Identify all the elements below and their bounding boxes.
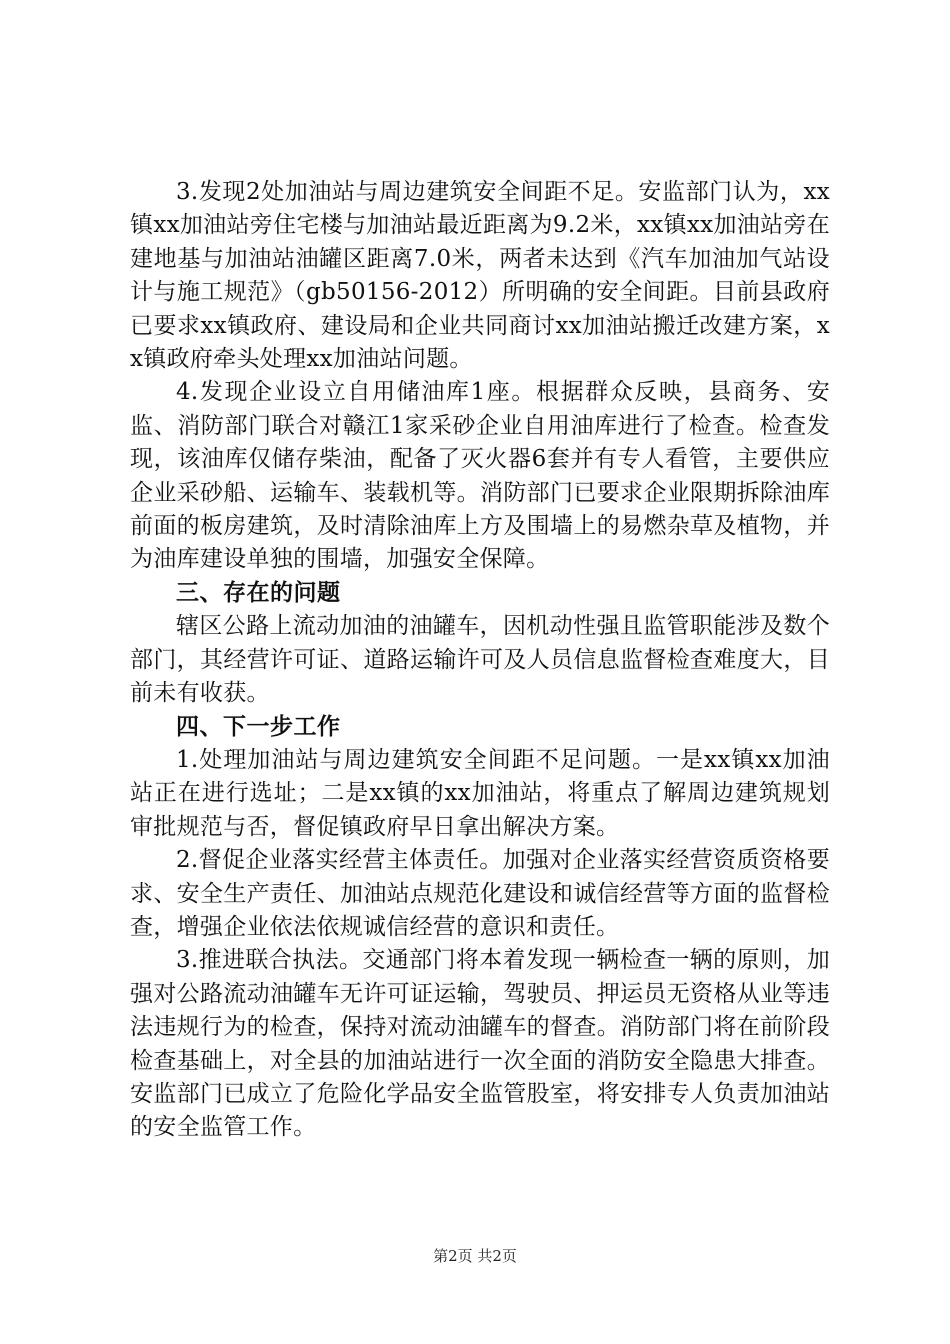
paragraph-next-step-1: 1.处理加油站与周边建筑安全间距不足问题。一是xx镇xx加油站正在进行选址；二是xx镇的xx加油站，将重点了解周边建筑规划审批规范与否，督促镇政府早日拿出解决方案。 — [130, 746, 830, 840]
paragraph-next-step-3: 3.推进联合执法。交通部门将本着发现一辆检查一辆的原则，加强对公路流动油罐车无许可证运输，驾驶员、押运员无资格从业等违法违规行为的检查，保持对流动油罐车的督查。消防部门将在前阶段检查基础上，对全县的加油站进行一次全面的消防安全隐患大排查。安监部门已成立了危险化学品安全监管股室，将安排专人负责加油站的安全监管工作。 — [130, 947, 830, 1141]
section-heading-next-steps: 四、下一步工作 — [176, 713, 341, 740]
paragraph-next-step-2: 2.督促企业落实经营主体责任。加强对企业落实经营资质资格要求、安全生产责任、加油站点规范化建设和诚信经营等方面的监督检查，增强企业依法依规诚信经营的意识和责任。 — [130, 847, 830, 940]
paragraph-issues: 辖区公路上流动加油的油罐车，因机动性强且监管职能涉及数个部门，其经营许可证、道路运输许可及人员信息监督检查难度大，目前未有收获。 — [130, 613, 830, 707]
paragraph-item-4: 4.发现企业设立自用储油库1座。根据群众反映，县商务、安监、消防部门联合对赣江1家采砂企业自用油库进行了检查。检查发现，该油库仅储存柴油，配备了灭火器6套并有专人看管，主要供应企业采砂船、运输车、装载机等。消防部门已要求企业限期拆除油库前面的板房建筑，及时清除油库上方及围墙上的易燃杂草及植物，并为油库建设单独的围墙，加强安全保障。 — [130, 379, 830, 573]
paragraph-item-3: 3.发现2处加油站与周边建筑安全间距不足。安监部门认为，xx镇xx加油站旁住宅楼与加油站最近距离为9.2米，xx镇xx加油站旁在建地基与加油站油罐区距离7.0米，两者未达到《汽车加油加气站设计与施工规范》（gb50156-2012）所明确的安全间距。目前县政府已要求xx镇政府、建设局和企业共同商讨xx加油站搬迁改建方案，xx镇政府牵头处理xx加油站问题。 — [130, 179, 830, 373]
page-footer: 第2页 共2页 — [433, 1247, 517, 1265]
section-heading-issues: 三、存在的问题 — [176, 579, 341, 606]
document-body — [130, 176, 830, 1145]
